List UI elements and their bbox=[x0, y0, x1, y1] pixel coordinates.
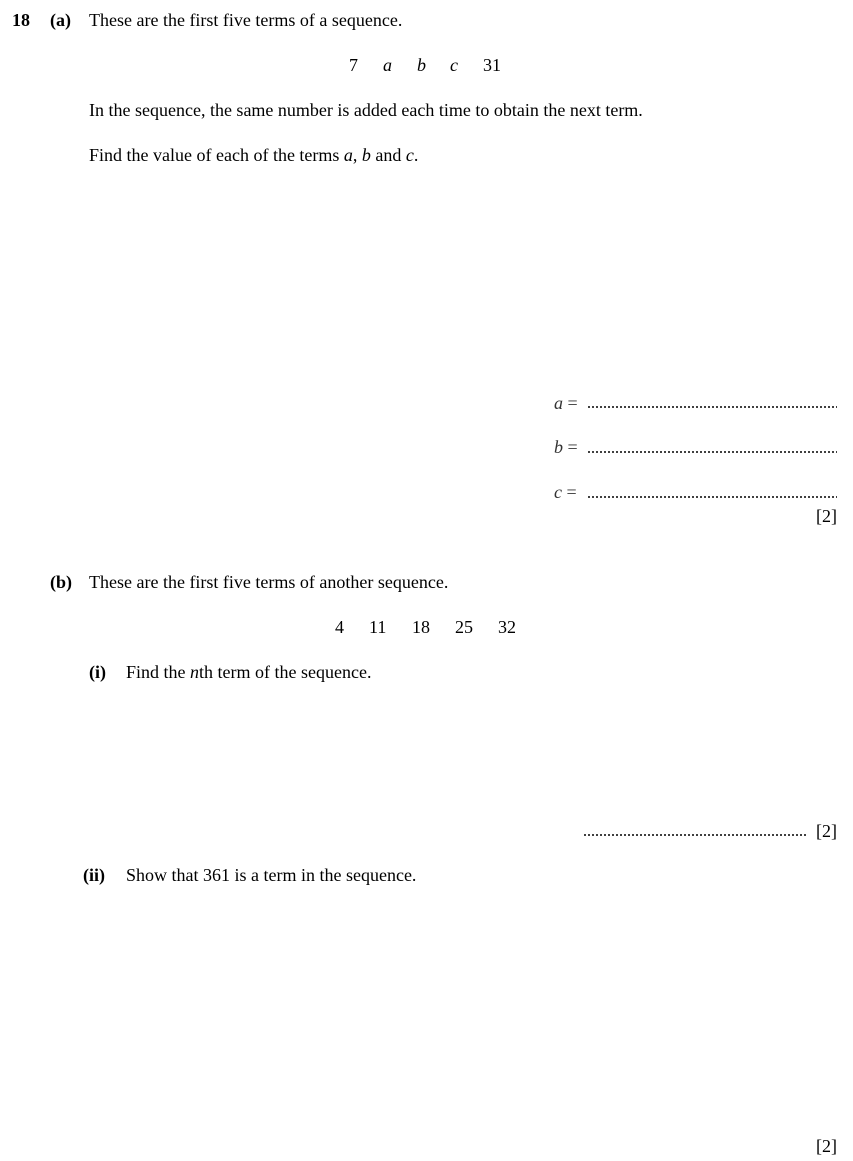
question-text: th term of the sequence. bbox=[199, 662, 372, 682]
sequence-term: 11 bbox=[369, 617, 387, 637]
instruction-text: and bbox=[370, 145, 406, 165]
variable-a: a bbox=[343, 145, 353, 165]
answer-a-label bbox=[554, 394, 578, 412]
equals-sign: = bbox=[563, 437, 578, 457]
part-a-marks: [2] bbox=[816, 506, 837, 526]
answer-var: b bbox=[554, 437, 563, 457]
answer-c-label bbox=[554, 483, 577, 501]
sub-ii-marks: [2] bbox=[816, 1136, 837, 1156]
part-a-intro: These are the first five terms of a sequence. bbox=[89, 10, 403, 30]
instruction-text: Find the value of each of the terms bbox=[89, 145, 344, 165]
answer-b-line[interactable] bbox=[587, 451, 837, 453]
sequence-term: 4 bbox=[335, 617, 344, 637]
instruction-text: , bbox=[352, 145, 362, 165]
question-number: 18 bbox=[12, 10, 30, 30]
sequence-term: 31 bbox=[483, 55, 501, 75]
equals-sign: = bbox=[563, 393, 578, 413]
sequence-term: 32 bbox=[498, 617, 516, 637]
sub-i-marks: [2] bbox=[816, 821, 837, 841]
variable-n: n bbox=[190, 662, 200, 682]
answer-var: a bbox=[554, 393, 563, 413]
answer-i-line[interactable] bbox=[583, 834, 808, 836]
sub-ii-question: Show that 361 is a term in the sequence. bbox=[126, 865, 417, 885]
answer-b-label bbox=[554, 438, 578, 456]
part-b-label: (b) bbox=[50, 572, 72, 592]
answer-var: c bbox=[554, 482, 562, 502]
answer-c-line[interactable] bbox=[587, 496, 837, 498]
sub-ii-label: (ii) bbox=[83, 865, 105, 885]
variable-b: b bbox=[361, 145, 371, 165]
sub-i-label: (i) bbox=[89, 662, 106, 682]
part-a-rule-text: In the sequence, the same number is added each time to obtain the next term. bbox=[89, 100, 643, 120]
equals-sign: = bbox=[562, 482, 577, 502]
sequence-term: c bbox=[450, 55, 458, 75]
sequence-term: 18 bbox=[412, 617, 430, 637]
sequence-term: b bbox=[417, 55, 426, 75]
part-a-instruction bbox=[89, 146, 418, 164]
instruction-text: . bbox=[413, 145, 419, 165]
variable-c: c bbox=[405, 145, 414, 165]
question-text: Find the bbox=[126, 662, 191, 682]
sequence-term: 7 bbox=[349, 55, 358, 75]
part-a-label: (a) bbox=[50, 10, 71, 30]
sub-i-question bbox=[126, 663, 371, 681]
sequence-term: a bbox=[383, 55, 392, 75]
answer-a-line[interactable] bbox=[587, 406, 837, 408]
part-b-intro: These are the first five terms of another sequence. bbox=[89, 572, 449, 592]
sequence-term: 25 bbox=[455, 617, 473, 637]
